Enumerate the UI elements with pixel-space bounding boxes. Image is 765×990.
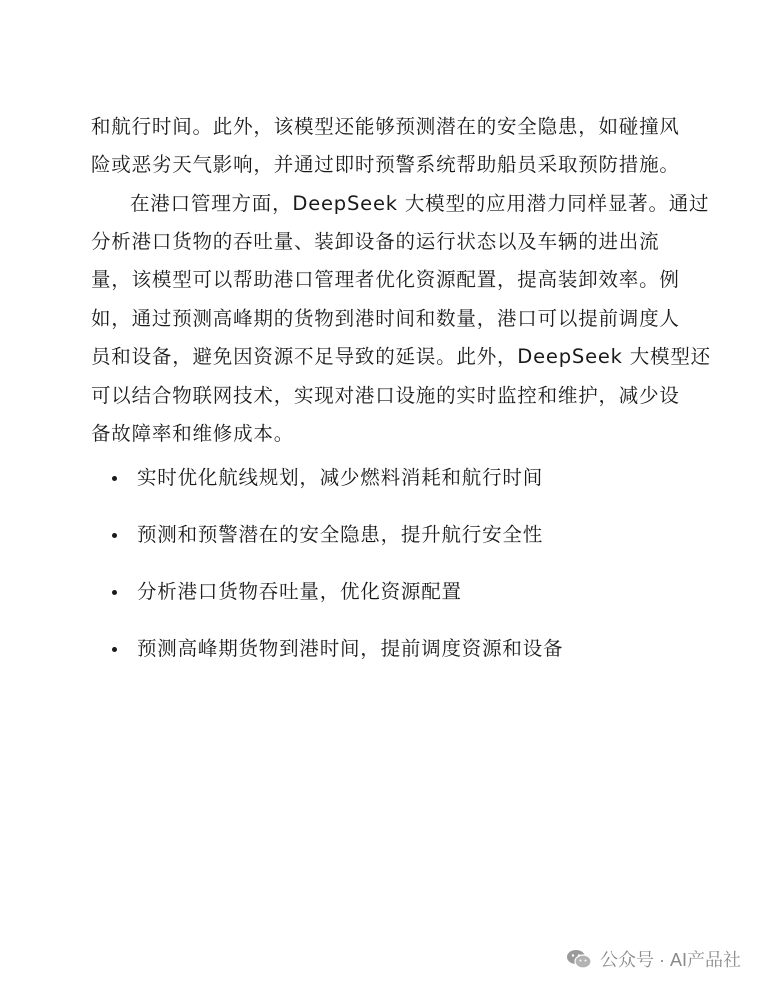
list-item [112, 580, 462, 604]
list-item-text: 实时优化航线规划，减少燃料消耗和航行时间 [137, 466, 544, 489]
list-item [112, 466, 543, 490]
paragraph-2-line: 如，通过预测高峰期的货物到港时间和数量，港口可以提前调度人 [91, 307, 680, 330]
paragraph-2-line: 在港口管理方面，DeepSeek 大模型的应用潜力同样显著。通过 [130, 192, 710, 215]
bullet-icon [112, 476, 117, 481]
bullet-icon [112, 590, 117, 595]
list-item-text: 预测和预警潜在的安全隐患，提升航行安全性 [137, 523, 544, 546]
paragraph-1-line: 险或恶劣天气影响，并通过即时预警系统帮助船员采取预防措施。 [91, 153, 680, 176]
list-item-text: 预测高峰期货物到港时间，提前调度资源和设备 [137, 637, 564, 660]
paragraph-2-line: 量，该模型可以帮助港口管理者优化资源配置，提高装卸效率。例 [91, 268, 680, 291]
bullet-icon [112, 533, 117, 538]
wechat-icon [566, 949, 592, 969]
paragraph-2-line: 备故障率和维修成本。 [91, 422, 295, 445]
list-item-text: 分析港口货物吞吐量，优化资源配置 [137, 580, 462, 603]
list-item [112, 523, 543, 547]
paragraph-1-line: 和航行时间。此外，该模型还能够预测潜在的安全隐患，如碰撞风 [91, 115, 680, 138]
paragraph-2-line: 员和设备，避免因资源不足导致的延误。此外，DeepSeek 大模型还 [91, 345, 711, 368]
paragraph-2-line: 可以结合物联网技术，实现对港口设施的实时监控和维护，减少设 [91, 384, 680, 407]
paragraph-2-line: 分析港口货物的吞吐量、装卸设备的运行状态以及车辆的进出流 [91, 230, 660, 253]
list-item [112, 637, 563, 661]
watermark-text: 公众号 · AI产品社 [599, 950, 741, 970]
bullet-icon [112, 647, 117, 652]
watermark [566, 946, 741, 972]
